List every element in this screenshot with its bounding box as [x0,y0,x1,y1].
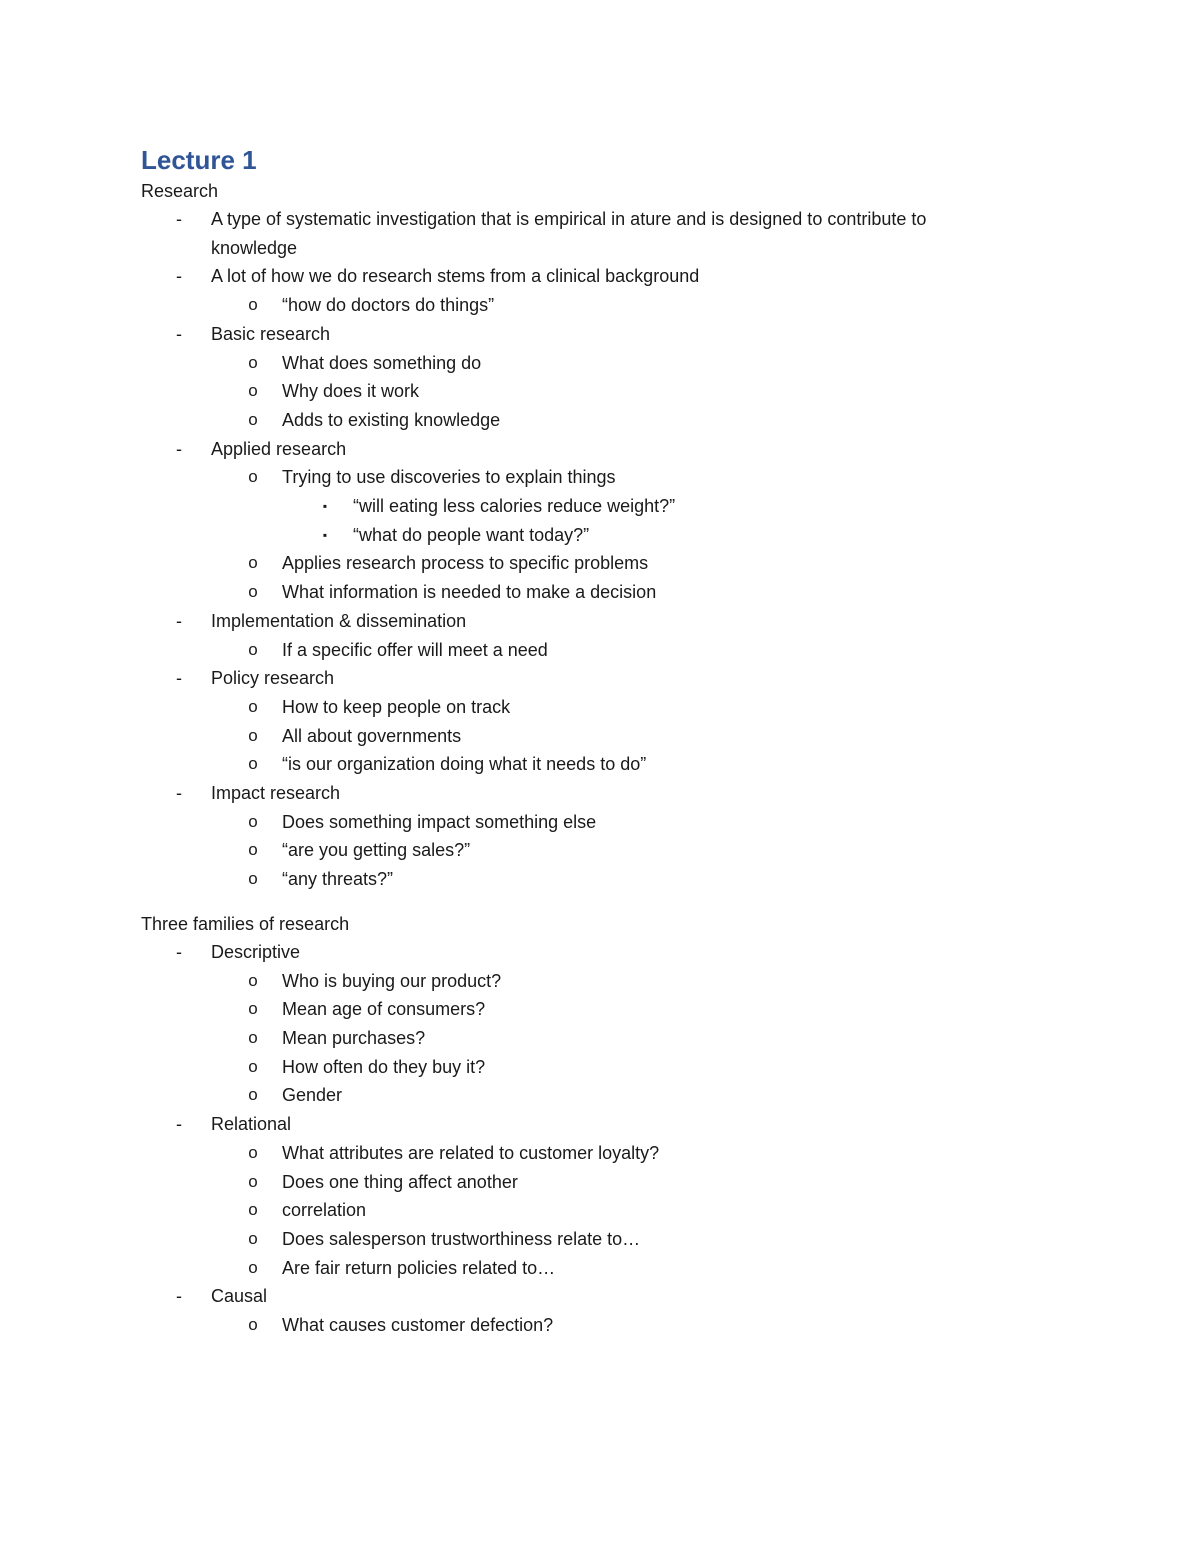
bullet-marker: o [248,1171,258,1191]
list-item-text: A lot of how we do research stems from a clinical background [211,266,700,287]
bullet-marker: o [248,1085,258,1105]
bullet-marker: - [176,941,182,962]
list-item [141,1139,1041,1168]
list-item [141,1110,1041,1139]
bullet-marker: o [248,725,258,745]
list-item [141,865,1041,894]
bullet-marker: o [248,869,258,889]
bullet-marker: o [248,1056,258,1076]
list-item [141,779,1041,808]
list-item [141,1024,1041,1053]
bullet-marker: o [248,1315,258,1335]
bullet-marker: o [248,381,258,401]
list-item [141,1254,1041,1283]
list-item-text: Basic research [211,323,331,344]
list-item [141,607,1041,636]
bullet-marker: o [248,295,258,315]
bullet-marker: o [248,696,258,716]
list-item-text: Impact research [211,783,341,804]
list-item-text: All about governments [282,725,462,746]
list-item-text: Mean age of consumers? [282,999,486,1020]
list-item [141,234,1041,263]
list-item-text: Trying to use discoveries to explain things [282,467,616,488]
section-heading-research: Research [141,181,219,201]
list-item-text: “is our organization doing what it needs to do” [282,754,647,775]
document-body [141,143,1041,1340]
list-item-text: Who is buying our product? [282,970,502,991]
list-item-text: How to keep people on track [282,696,511,717]
list-item [141,435,1041,464]
list-item [141,291,1041,320]
section-heading-families: Three families of research [141,913,350,934]
list-item [141,349,1041,378]
list-item-text: Causal [211,1286,268,1307]
list-item [141,377,1041,406]
list-item-text: Gender [282,1085,343,1106]
list-item-text: A type of systematic investigation that is empirical in ature and is designed to contribute to [211,209,927,229]
bullet-marker: - [176,610,182,631]
list-item-text: How often do they buy it? [282,1056,486,1077]
bullet-marker: o [248,1257,258,1277]
list-item [141,320,1041,349]
list-item [141,995,1041,1024]
list-item [141,1311,1041,1340]
list-item-text: “what do people want today?” [353,524,590,545]
list-item [141,938,1041,967]
list-item [141,722,1041,751]
bullet-marker: o [248,467,258,487]
list-item [141,1081,1041,1110]
list-item-text: What information is needed to make a decision [282,582,657,603]
list-item [141,406,1041,435]
list-item [141,262,1041,291]
bullet-marker: - [176,1286,182,1307]
list-item [141,836,1041,865]
page-title: Lecture 1 [141,145,257,175]
families-list [141,938,1041,1340]
list-item-text: Relational [211,1114,292,1135]
research-list [141,205,1041,894]
list-item-text: Implementation & dissemination [211,610,467,631]
bullet-marker: o [248,1228,258,1248]
list-item-text: “any threats?” [282,869,394,890]
list-item [141,693,1041,722]
bullet-marker: o [248,553,258,573]
list-item [141,492,1041,521]
list-item-text: Does something impact something else [282,811,597,832]
list-item-text: Mean purchases? [282,1027,426,1048]
list-item [141,1168,1041,1197]
list-item-text: Why does it work [282,381,420,402]
list-item [141,1282,1041,1311]
list-item [141,578,1041,607]
bullet-marker: o [248,352,258,372]
list-item [141,549,1041,578]
list-item-text: correlation [282,1200,367,1221]
list-item-text: knowledge [211,237,298,258]
list-item-text: What causes customer defection? [282,1315,554,1336]
bullet-marker: - [176,668,182,689]
bullet-marker: o [248,1027,258,1047]
list-item [141,967,1041,996]
bullet-marker: o [248,970,258,990]
list-item-text: Does one thing affect another [282,1171,518,1192]
bullet-marker: - [176,323,182,344]
list-item-text: Adds to existing knowledge [282,409,501,430]
list-item [141,636,1041,665]
list-item [141,1053,1041,1082]
list-item [141,808,1041,837]
list-item [141,1196,1041,1225]
bullet-marker: - [176,209,182,229]
bullet-marker: o [248,811,258,831]
bullet-marker: - [176,1114,182,1135]
list-item [141,463,1041,492]
bullet-marker: o [248,1142,258,1162]
list-item-text: Applies research process to specific problems [282,553,649,574]
list-item [141,1225,1041,1254]
list-item-text: Descriptive [211,941,301,962]
bullet-marker: o [248,754,258,774]
list-item-text: “will eating less calories reduce weight?” [353,496,676,517]
bullet-marker: o [248,1200,258,1220]
list-item [141,521,1041,550]
list-item [141,205,1041,234]
list-item [141,664,1041,693]
bullet-marker: - [176,438,182,459]
list-item-text: What does something do [282,352,482,373]
bullet-marker: - [176,783,182,804]
list-item-text: What attributes are related to customer loyalty? [282,1142,660,1163]
list-item-text: Policy research [211,668,335,689]
bullet-marker: ▪ [322,499,328,514]
list-item-text: “how do doctors do things” [282,295,495,316]
bullet-marker: - [176,266,182,287]
bullet-marker: o [248,582,258,602]
list-item-text: Are fair return policies related to… [282,1257,556,1278]
list-item-text: If a specific offer will meet a need [282,639,548,660]
bullet-marker: o [248,840,258,860]
bullet-marker: o [248,409,258,429]
list-item-text: Applied research [211,438,347,459]
bullet-marker: o [248,639,258,659]
list-item-text: Does salesperson trustworthiness relate to… [282,1228,641,1249]
bullet-marker: o [248,999,258,1019]
bullet-marker: ▪ [322,527,328,542]
list-item [141,750,1041,779]
list-item-text: “are you getting sales?” [282,840,471,861]
